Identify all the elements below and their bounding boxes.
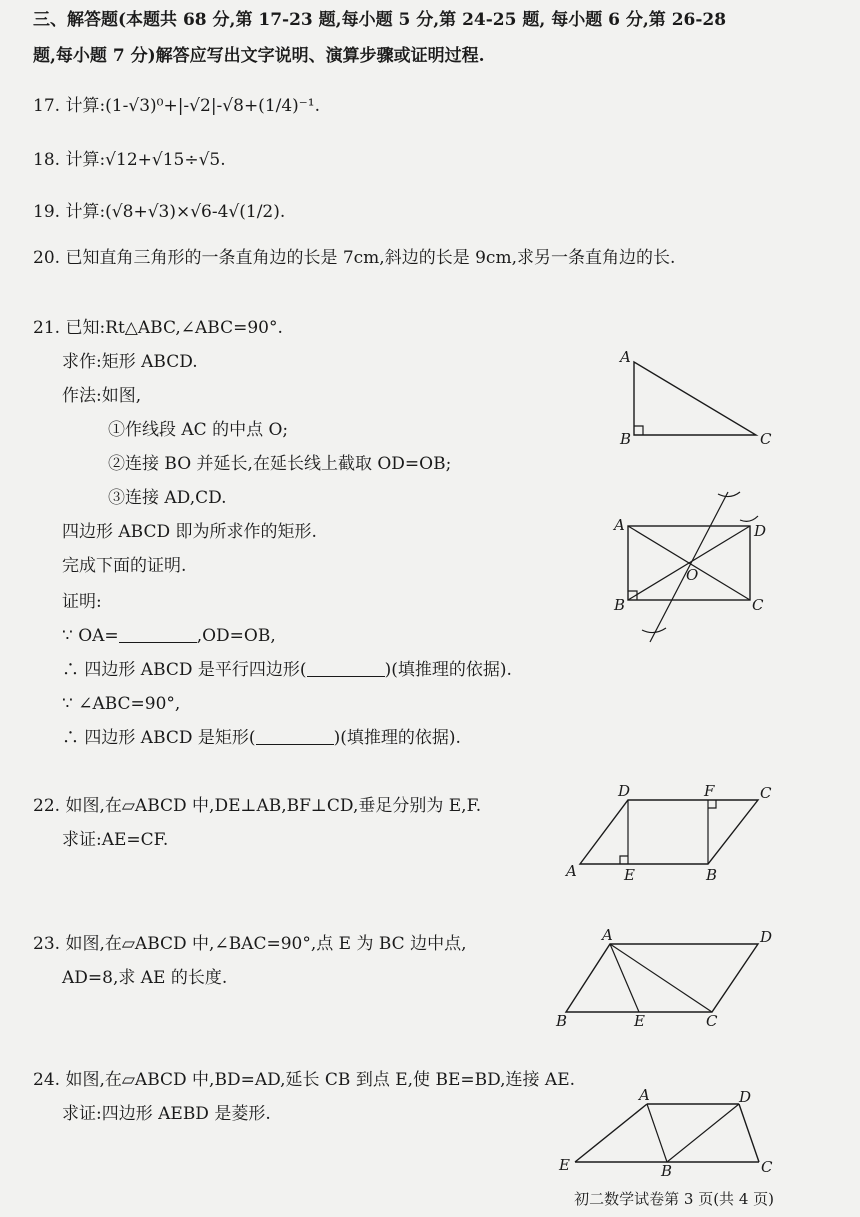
- q24-statement: 24. 如图,在▱ABCD 中,BD=AD,延长 CB 到点 E,使 BE=BD,连接 AE.: [33, 1070, 576, 1090]
- label-b: B: [706, 866, 718, 884]
- label-c: C: [752, 596, 764, 614]
- q23-statement: 23. 如图,在▱ABCD 中,∠BAC=90°,点 E 为 BC 边中点,: [33, 934, 467, 954]
- answer-blank-2[interactable]: [307, 660, 385, 677]
- q21-proof-line3: ∵ ∠ABC=90°,: [62, 694, 181, 714]
- label-a: A: [566, 862, 577, 880]
- label-c: C: [760, 430, 772, 448]
- label-b: B: [620, 430, 632, 448]
- parallelogram-de-bf-figure: [560, 780, 780, 890]
- section-header-line1: 三、解答题(本题共 68 分,第 17-23 题,每小题 5 分,第 24-25 题, 每小题 6 分,第 26-28: [33, 10, 727, 30]
- q24-prove: 求证:四边形 AEBD 是菱形.: [62, 1104, 271, 1124]
- q21-step1: ①作线段 AC 的中点 O;: [108, 420, 289, 440]
- page-footer: 初二数学试卷第 3 页(共 4 页): [574, 1190, 774, 1208]
- q21-proof-line1: ∵ OA= ,OD=OB,: [62, 626, 276, 646]
- question-19: 19. 计算:(√8+√3)×√6-4√(1/2).: [33, 202, 286, 222]
- q21-proof-label: 证明:: [62, 592, 102, 612]
- label-a: A: [602, 926, 613, 944]
- label-e: E: [624, 866, 635, 884]
- q21-conclusion: 四边形 ABCD 即为所求作的矩形.: [62, 522, 317, 542]
- section-header-line2: 题,每小题 7 分)解答应写出文字说明、演算步骤或证明过程.: [33, 46, 485, 66]
- label-d: D: [739, 1088, 752, 1106]
- label-e: E: [559, 1156, 570, 1174]
- label-d: D: [754, 522, 767, 540]
- label-b: B: [556, 1012, 568, 1030]
- q23-ask: AD=8,求 AE 的长度.: [62, 968, 228, 988]
- q21-proof-line2: ∴ 四边形 ABCD 是平行四边形( )(填推理的依据).: [62, 660, 512, 680]
- q21-step3: ③连接 AD,CD.: [108, 488, 227, 508]
- question-20: 20. 已知直角三角形的一条直角边的长是 7cm,斜边的长是 9cm,求另一条直角边的长.: [33, 248, 676, 268]
- label-o: O: [686, 566, 699, 584]
- answer-blank-1[interactable]: [119, 626, 197, 643]
- q21-construct: 求作:矩形 ABCD.: [62, 352, 198, 372]
- label-d: D: [760, 928, 773, 946]
- q21-instruction: 完成下面的证明.: [62, 556, 187, 576]
- q21-given: 21. 已知:Rt△ABC,∠ABC=90°.: [33, 318, 283, 338]
- q21-proof-line4: ∴ 四边形 ABCD 是矩形( )(填推理的依据).: [62, 728, 461, 748]
- label-c: C: [706, 1012, 718, 1030]
- answer-blank-3[interactable]: [256, 728, 334, 745]
- q21-method: 作法:如图,: [62, 386, 142, 406]
- q21-step2: ②连接 BO 并延长,在延长线上截取 OD=OB;: [108, 454, 452, 474]
- label-a: A: [620, 348, 631, 366]
- rectangle-abcd-construction-figure: [600, 480, 800, 660]
- triangle-abc-figure: [600, 340, 800, 460]
- q22-statement: 22. 如图,在▱ABCD 中,DE⊥AB,BF⊥CD,垂足分别为 E,F.: [33, 796, 482, 816]
- q22-prove: 求证:AE=CF.: [62, 830, 169, 850]
- label-b: B: [661, 1162, 673, 1180]
- label-d: D: [618, 782, 631, 800]
- label-b: B: [614, 596, 626, 614]
- label-e: E: [634, 1012, 645, 1030]
- label-c: C: [760, 784, 772, 802]
- label-c: C: [761, 1158, 773, 1176]
- label-f: F: [704, 782, 715, 800]
- question-18: 18. 计算:√12+√15÷√5.: [33, 150, 226, 170]
- label-a: A: [614, 516, 625, 534]
- rhombus-aebd-figure: [555, 1086, 785, 1181]
- parallelogram-median-figure: [550, 924, 780, 1034]
- question-17: 17. 计算:(1-√3)⁰+|-√2|-√8+(1/4)⁻¹.: [33, 96, 320, 116]
- label-a: A: [639, 1086, 650, 1104]
